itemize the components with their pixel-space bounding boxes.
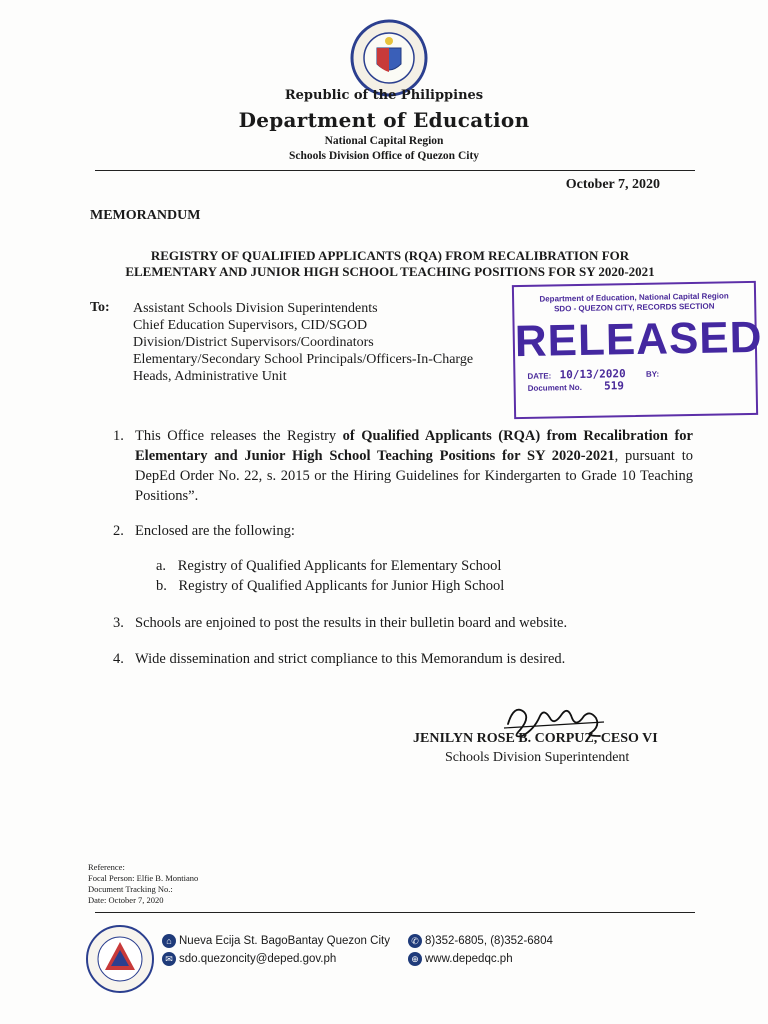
paragraph-text: Enclosed are the following: — [135, 523, 295, 539]
enclosure-text: Registry of Qualified Applicants for Elementary School — [177, 558, 502, 574]
stamp-by-label: BY: — [645, 369, 660, 379]
header-divider — [95, 170, 695, 171]
footer-address-text: Nueva Ecija St. BagoBantay Quezon City — [179, 935, 390, 948]
footer-phone — [408, 934, 553, 948]
reference-focal-person: Focal Person: Elfie B. Montiano — [88, 873, 199, 883]
enclosure-text: Registry of Qualified Applicants for Junior High School — [178, 578, 505, 594]
footer-divider — [95, 912, 695, 913]
paragraph-text: , pursuant to DepEd Order No. 22, s. 2015 or the Hiring Guidelines for Kindergarten to Grade 10 Teaching Positions”. — [135, 448, 693, 504]
memo-title-line-2: ELEMENTARY AND JUNIOR HIGH SCHOOL TEACHING POSITIONS FOR SY 2020-2021 — [125, 264, 655, 279]
stamp-line-2: SDO - QUEZON CITY, RECORDS SECTION — [553, 301, 715, 314]
home-icon: ⌂ — [162, 934, 176, 948]
footer-address — [162, 934, 390, 948]
stamp-status: RELEASED — [514, 312, 763, 367]
phone-icon: ✆ — [408, 934, 422, 948]
enclosure-item — [156, 556, 501, 576]
email-icon: ✉ — [162, 952, 176, 966]
republic-heading: Republic of the Philippines — [284, 88, 484, 103]
reference-tracking: Document Tracking No.: — [88, 884, 173, 894]
paragraph-number: 1. — [113, 428, 124, 444]
stamp-date-label: DATE: — [527, 371, 552, 381]
paragraph-2 — [113, 521, 693, 541]
footer-email — [162, 952, 336, 966]
paragraph-number: 4. — [113, 651, 124, 667]
paragraph-text: Wide dissemination and strict compliance to this Memorandum is desired. — [135, 651, 566, 667]
recipient-list — [133, 300, 473, 385]
department-heading: Department of Education — [238, 108, 530, 132]
sdo-qc-logo — [85, 924, 155, 994]
paragraph-4 — [113, 649, 693, 669]
paragraph-bold-text: of Qualified Applicants (RQA) from Recalibration for Elementary and Junior High School Teaching Positions for SY 2020-2021 — [135, 428, 693, 464]
released-stamp — [512, 281, 763, 419]
paragraph-text: This Office releases the Registry — [135, 428, 343, 444]
paragraph-3 — [113, 613, 693, 633]
reference-label: Reference: — [88, 862, 125, 872]
recipient-item: Division/District Supervisors/Coordinators — [133, 335, 374, 350]
stamp-line-1: Department of Education, National Capital Region — [539, 291, 729, 304]
enclosure-letter: b. — [156, 578, 167, 594]
recipient-item: Chief Education Supervisors, CID/SGOD — [133, 318, 368, 333]
recipient-item: Elementary/Secondary School Principals/Officers-In-Charge — [133, 352, 474, 367]
to-label: To: — [90, 300, 110, 315]
signatory-title: Schools Division Superintendent — [445, 750, 630, 765]
recipient-item: Heads, Administrative Unit — [133, 369, 287, 384]
paragraph-text: Schools are enjoined to post the results in their bulletin board and website. — [135, 615, 568, 631]
memo-label: MEMORANDUM — [90, 208, 201, 223]
stamp-doc-value: 519 — [603, 379, 625, 393]
deped-seal-logo — [349, 18, 429, 98]
memo-title-line-1: REGISTRY OF QUALIFIED APPLICANTS (RQA) FROM RECALIBRATION FOR — [150, 248, 630, 263]
paragraph-number: 3. — [113, 615, 124, 631]
division-heading: Schools Division Office of Quezon City — [288, 150, 480, 162]
reference-date: Date: October 7, 2020 — [88, 895, 164, 905]
recipient-item: Assistant Schools Division Superintendents — [133, 301, 378, 316]
footer-phone-text: 8)352-6805, (8)352-6804 — [425, 935, 553, 948]
stamp-date-value: 10/13/2020 — [559, 367, 626, 382]
enclosure-letter: a. — [156, 558, 167, 574]
stamp-doc-label: Document No. — [527, 382, 582, 393]
paragraph-number: 2. — [113, 523, 124, 539]
region-heading: National Capital Region — [324, 135, 444, 147]
globe-icon: ⊕ — [408, 952, 422, 966]
footer-email-text: sdo.quezoncity@deped.gov.ph — [179, 953, 337, 966]
footer-website — [408, 952, 513, 966]
paragraph-1 — [113, 426, 693, 506]
signatory-name: JENILYN ROSE B. CORPUZ, CESO VI — [413, 731, 658, 746]
enclosure-item — [156, 576, 504, 596]
memo-date: October 7, 2020 — [565, 177, 660, 192]
footer-website-text: www.depedqc.ph — [425, 953, 513, 966]
